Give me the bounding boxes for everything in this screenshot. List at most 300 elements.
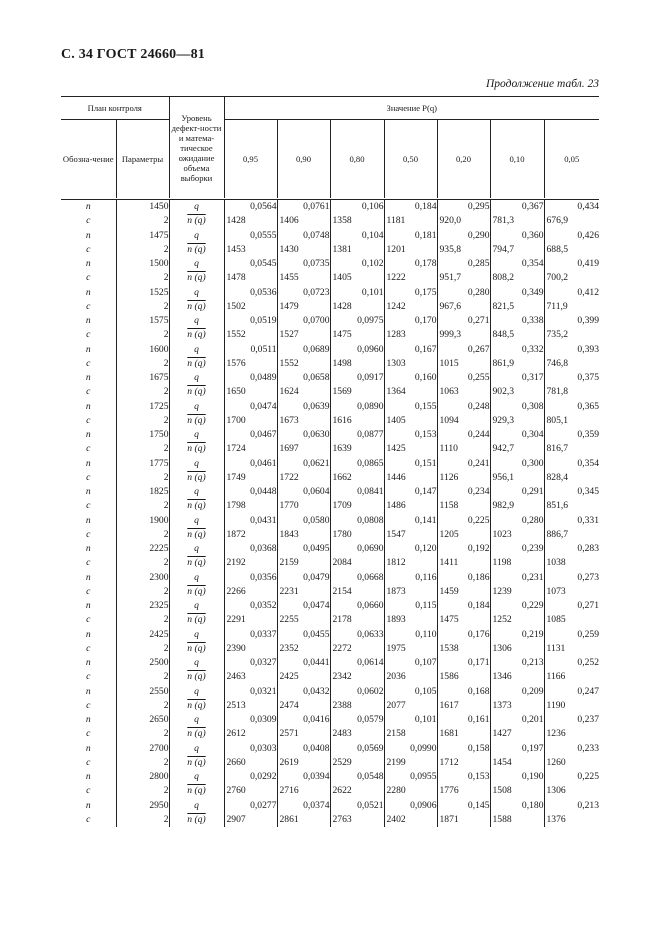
level-cell: n (q) <box>169 613 224 627</box>
value-cell: 0,0489 <box>224 371 277 385</box>
value-cell: 0,255 <box>437 371 490 385</box>
p-column-header: 0,80 <box>330 120 384 199</box>
designation-cell: n <box>61 571 116 585</box>
level-cell: q <box>169 371 224 385</box>
value-cell: 794,7 <box>490 243 544 257</box>
value-cell: 0,101 <box>384 713 437 727</box>
value-cell: 688,5 <box>546 243 569 255</box>
value-cell: 1712 <box>437 756 490 770</box>
table-row <box>61 328 599 342</box>
value-cell: 1158 <box>437 499 490 513</box>
value-cell: 982,9 <box>490 499 544 513</box>
parameter-cell: 2 <box>116 585 169 599</box>
value-cell: 1650 <box>224 385 277 399</box>
value-cell: 2159 <box>277 556 330 570</box>
value-cell: 1498 <box>330 357 384 371</box>
value-cell: 0,317 <box>490 371 544 385</box>
level-cell: q <box>169 685 224 699</box>
value-cell: 1181 <box>384 214 437 228</box>
value-cell: 0,110 <box>384 628 437 642</box>
value-cell: 0,107 <box>384 656 437 670</box>
value-cell: 0,375 <box>577 372 600 383</box>
value-cell: 0,231 <box>490 571 544 585</box>
level-cell: q <box>169 200 224 215</box>
value-cell: 2571 <box>277 727 330 741</box>
value-cell: 0,155 <box>384 400 437 414</box>
designation-cell: c <box>61 499 116 513</box>
level-cell: n (q) <box>169 271 224 285</box>
level-cell: q <box>169 571 224 585</box>
value-cell: 0,190 <box>490 770 544 784</box>
level-cell: q <box>169 770 224 784</box>
value-cell: 0,0639 <box>277 400 330 414</box>
value-cell: 0,367 <box>490 200 544 215</box>
table-row <box>61 514 599 528</box>
table-row <box>61 770 599 784</box>
value-cell: 1617 <box>437 699 490 713</box>
value-cell: 0,167 <box>384 343 437 357</box>
value-cell: 1700 <box>224 414 277 428</box>
value-cell: 2463 <box>224 670 277 684</box>
value-cell: 1405 <box>330 271 384 285</box>
value-cell: 0,184 <box>384 200 437 215</box>
value-cell: 1236 <box>546 728 566 740</box>
level-cell: q <box>169 257 224 271</box>
table-header <box>61 97 599 200</box>
level-cell: q <box>169 713 224 727</box>
designation-cell: c <box>61 784 116 798</box>
value-cell: 0,252 <box>577 657 600 668</box>
value-cell: 1205 <box>437 528 490 542</box>
value-cell: 1508 <box>490 784 544 798</box>
value-cell: 1063 <box>437 385 490 399</box>
designation-cell: n <box>61 485 116 499</box>
value-cell: 1624 <box>277 385 330 399</box>
table-row <box>61 371 599 385</box>
value-cell: 0,0960 <box>330 343 384 357</box>
level-cell: q <box>169 514 224 528</box>
designation-cell: n <box>61 229 116 243</box>
table-row <box>61 542 599 556</box>
value-cell: 1073 <box>546 585 566 597</box>
parameter-cell: 1900 <box>116 514 169 528</box>
level-cell: n (q) <box>169 813 224 827</box>
designation-cell: c <box>61 670 116 684</box>
value-cell: 1547 <box>384 528 437 542</box>
value-cell: 0,0545 <box>224 257 277 271</box>
value-cell: 1724 <box>224 442 277 456</box>
table-row <box>61 300 599 314</box>
parameter-cell: 2 <box>116 813 169 827</box>
designation-cell: c <box>61 328 116 342</box>
table-row <box>61 656 599 670</box>
value-cell: 1190 <box>546 699 566 711</box>
table-row <box>61 599 599 613</box>
value-cell: 0,0602 <box>330 685 384 699</box>
table-row <box>61 713 599 727</box>
value-cell: 0,0975 <box>330 314 384 328</box>
designation-cell: c <box>61 300 116 314</box>
value-cell: 951,7 <box>437 271 490 285</box>
value-cell: 0,181 <box>384 229 437 243</box>
value-cell: 1306 <box>490 642 544 656</box>
value-cell: 1749 <box>224 471 277 485</box>
table-row <box>61 357 599 371</box>
value-cell: 828,4 <box>546 471 569 483</box>
value-cell: 711,9 <box>546 300 568 312</box>
value-cell: 746,8 <box>546 357 569 369</box>
value-cell: 929,3 <box>490 414 544 428</box>
value-cell: 0,0337 <box>224 628 277 642</box>
value-cell: 0,0658 <box>277 371 330 385</box>
level-cell: n (q) <box>169 442 224 456</box>
value-cell: 2622 <box>330 784 384 798</box>
value-cell: 2192 <box>224 556 277 570</box>
value-cell: 0,153 <box>384 428 437 442</box>
value-cell: 2907 <box>224 813 277 827</box>
table-row <box>61 613 599 627</box>
designation-cell: c <box>61 385 116 399</box>
value-cell: 0,271 <box>577 600 600 611</box>
value-cell: 1569 <box>330 385 384 399</box>
designation-cell: n <box>61 457 116 471</box>
table-row <box>61 343 599 357</box>
designation-cell: n <box>61 257 116 271</box>
parameter-cell: 2225 <box>116 542 169 556</box>
value-cell: 1201 <box>384 243 437 257</box>
table-row <box>61 428 599 442</box>
level-cell: n (q) <box>169 699 224 713</box>
value-cell: 2388 <box>330 699 384 713</box>
value-cell: 0,399 <box>577 315 600 326</box>
data-table <box>61 96 599 827</box>
designation-cell: n <box>61 314 116 328</box>
value-cell: 0,0495 <box>277 542 330 556</box>
value-cell: 0,0865 <box>330 457 384 471</box>
value-cell: 2231 <box>277 585 330 599</box>
value-cell: 0,141 <box>384 514 437 528</box>
parameter-cell: 2 <box>116 613 169 627</box>
value-cell: 0,280 <box>490 514 544 528</box>
level-cell: q <box>169 457 224 471</box>
value-cell: 0,0303 <box>224 742 277 756</box>
value-cell: 1871 <box>437 813 490 827</box>
value-cell: 2483 <box>330 727 384 741</box>
parameter-cell: 2 <box>116 300 169 314</box>
designation-cell: c <box>61 357 116 371</box>
value-cell: 1222 <box>384 271 437 285</box>
value-cell: 0,0761 <box>277 200 330 215</box>
value-cell: 1475 <box>437 613 490 627</box>
parameter-cell: 2 <box>116 414 169 428</box>
parameter-cell: 1675 <box>116 371 169 385</box>
value-cell: 2513 <box>224 699 277 713</box>
value-cell: 0,0723 <box>277 286 330 300</box>
parameter-cell: 1575 <box>116 314 169 328</box>
value-cell: 861,9 <box>490 357 544 371</box>
value-cell: 0,0474 <box>277 599 330 613</box>
value-cell: 0,229 <box>490 599 544 613</box>
designation-cell: c <box>61 214 116 228</box>
value-cell: 0,178 <box>384 257 437 271</box>
value-cell: 1085 <box>546 614 566 626</box>
table-row <box>61 243 599 257</box>
level-cell: n (q) <box>169 385 224 399</box>
value-cell: 0,365 <box>577 400 600 412</box>
level-cell: q <box>169 485 224 499</box>
value-cell: 0,0519 <box>224 314 277 328</box>
value-cell: 0,0955 <box>384 770 437 784</box>
p-column-header: 0,20 <box>437 120 490 199</box>
value-cell: 0,225 <box>437 514 490 528</box>
level-cell: n (q) <box>169 642 224 656</box>
value-cell: 2402 <box>384 813 437 827</box>
parameter-cell: 2800 <box>116 770 169 784</box>
table-row <box>61 400 599 414</box>
value-cell: 0,0474 <box>224 400 277 414</box>
value-cell: 1552 <box>277 357 330 371</box>
value-cell: 1455 <box>277 271 330 285</box>
value-cell: 0,104 <box>330 229 384 243</box>
value-cell: 0,213 <box>490 656 544 670</box>
value-cell: 2390 <box>224 642 277 656</box>
p-column-header: 0,50 <box>384 120 437 199</box>
designation-header: Обозна-чение <box>61 120 116 199</box>
value-cell: 1975 <box>384 642 437 656</box>
value-cell: 1697 <box>277 442 330 456</box>
value-cell: 1812 <box>384 556 437 570</box>
value-cell: 1126 <box>437 471 490 485</box>
value-cell: 781,3 <box>490 214 544 228</box>
value-cell: 0,0748 <box>277 229 330 243</box>
parameter-cell: 2425 <box>116 628 169 642</box>
value-cell: 1427 <box>490 727 544 741</box>
designation-cell: c <box>61 613 116 627</box>
value-cell: 0,0689 <box>277 343 330 357</box>
table-row <box>61 499 599 513</box>
value-cell: 0,0394 <box>277 770 330 784</box>
designation-cell: c <box>61 756 116 770</box>
value-cell: 0,158 <box>437 742 490 756</box>
value-cell: 0,180 <box>490 799 544 813</box>
p-column-header: 0,90 <box>277 120 330 199</box>
value-cell: 0,283 <box>577 543 600 554</box>
value-cell: 1454 <box>490 756 544 770</box>
value-cell: 1198 <box>490 556 544 570</box>
table-row <box>61 229 599 243</box>
value-cell: 1239 <box>490 585 544 599</box>
value-cell: 1373 <box>490 699 544 713</box>
value-cell: 1486 <box>384 499 437 513</box>
table-row <box>61 414 599 428</box>
value-cell: 2178 <box>330 613 384 627</box>
value-cell: 2352 <box>277 642 330 656</box>
value-cell: 902,3 <box>490 385 544 399</box>
value-cell: 0,101 <box>330 286 384 300</box>
value-cell: 0,419 <box>577 258 600 269</box>
value-cell: 0,151 <box>384 457 437 471</box>
value-cell: 851,6 <box>546 500 569 512</box>
parameter-cell: 2 <box>116 328 169 342</box>
table-row <box>61 742 599 756</box>
value-cell: 0,0569 <box>330 742 384 756</box>
designation-cell: n <box>61 343 116 357</box>
value-cell: 0,331 <box>577 514 600 526</box>
value-cell: 1430 <box>277 243 330 257</box>
parameter-cell: 2700 <box>116 742 169 756</box>
level-cell: q <box>169 428 224 442</box>
value-cell: 1722 <box>277 471 330 485</box>
value-cell: 2660 <box>224 756 277 770</box>
level-cell: q <box>169 799 224 813</box>
value-cell: 0,338 <box>490 314 544 328</box>
value-cell: 2084 <box>330 556 384 570</box>
parameter-cell: 2 <box>116 357 169 371</box>
value-cell: 0,393 <box>577 343 600 355</box>
level-cell: n (q) <box>169 214 224 228</box>
level-cell: n (q) <box>169 300 224 314</box>
value-cell: 1425 <box>384 442 437 456</box>
value-cell: 0,426 <box>577 229 600 241</box>
level-cell: n (q) <box>169 499 224 513</box>
designation-cell: n <box>61 656 116 670</box>
table-row <box>61 214 599 228</box>
value-cell: 1346 <box>490 670 544 684</box>
level-cell: q <box>169 400 224 414</box>
value-cell: 2266 <box>224 585 277 599</box>
value-cell: 0,160 <box>384 371 437 385</box>
value-cell: 2154 <box>330 585 384 599</box>
value-cell: 808,2 <box>490 271 544 285</box>
value-cell: 0,0356 <box>224 571 277 585</box>
value-cell: 0,0700 <box>277 314 330 328</box>
parameter-cell: 1725 <box>116 400 169 414</box>
value-cell: 0,291 <box>490 485 544 499</box>
table-body <box>61 200 599 828</box>
table-row <box>61 670 599 684</box>
value-cell: 1872 <box>224 528 277 542</box>
value-cell: 1538 <box>437 642 490 656</box>
value-cell: 1459 <box>437 585 490 599</box>
value-cell: 1843 <box>277 528 330 542</box>
parameter-cell: 2 <box>116 271 169 285</box>
parameter-cell: 2 <box>116 499 169 513</box>
parameter-cell: 1600 <box>116 343 169 357</box>
table-row <box>61 556 599 570</box>
value-cell: 1428 <box>330 300 384 314</box>
parameter-cell: 2 <box>116 784 169 798</box>
value-cell: 2077 <box>384 699 437 713</box>
value-cell: 0,0536 <box>224 286 277 300</box>
value-cell: 2612 <box>224 727 277 741</box>
table-row <box>61 457 599 471</box>
value-cell: 0,0455 <box>277 628 330 642</box>
designation-cell: n <box>61 713 116 727</box>
value-cell: 0,259 <box>577 628 600 640</box>
value-cell: 0,0321 <box>224 685 277 699</box>
value-cell: 2342 <box>330 670 384 684</box>
value-cell: 0,153 <box>437 770 490 784</box>
value-cell: 0,349 <box>490 286 544 300</box>
parameter-cell: 1500 <box>116 257 169 271</box>
parameter-cell: 1475 <box>116 229 169 243</box>
value-cell: 0,175 <box>384 286 437 300</box>
level-cell: q <box>169 343 224 357</box>
value-cell: 0,239 <box>490 542 544 556</box>
value-cell: 2158 <box>384 727 437 741</box>
value-cell: 0,192 <box>437 542 490 556</box>
table-row <box>61 571 599 585</box>
value-cell: 2474 <box>277 699 330 713</box>
value-cell: 0,273 <box>577 571 600 583</box>
value-cell: 1428 <box>224 214 277 228</box>
table-row <box>61 385 599 399</box>
designation-cell: c <box>61 699 116 713</box>
level-cell: n (q) <box>169 556 224 570</box>
table-row <box>61 784 599 798</box>
table-row <box>61 813 599 827</box>
table-row <box>61 799 599 813</box>
value-cell: 0,332 <box>490 343 544 357</box>
value-cell: 2716 <box>277 784 330 798</box>
parameter-cell: 2325 <box>116 599 169 613</box>
parameter-cell: 2650 <box>116 713 169 727</box>
value-cell: 2529 <box>330 756 384 770</box>
value-cell: 0,209 <box>490 685 544 699</box>
designation-cell: n <box>61 371 116 385</box>
value-cell: 0,0633 <box>330 628 384 642</box>
value-cell: 0,300 <box>490 457 544 471</box>
value-cell: 0,285 <box>437 257 490 271</box>
level-cell: n (q) <box>169 727 224 741</box>
parameter-cell: 2 <box>116 214 169 228</box>
value-cell: 999,3 <box>437 328 490 342</box>
parameter-cell: 2550 <box>116 685 169 699</box>
table-row <box>61 271 599 285</box>
value-cell: 0,267 <box>437 343 490 357</box>
value-cell: 0,434 <box>577 201 600 212</box>
value-cell: 1662 <box>330 471 384 485</box>
value-cell: 0,0890 <box>330 400 384 414</box>
table-row <box>61 585 599 599</box>
designation-cell: c <box>61 642 116 656</box>
value-cell: 0,0441 <box>277 656 330 670</box>
designation-cell: c <box>61 243 116 257</box>
value-cell: 1479 <box>277 300 330 314</box>
value-cell: 816,7 <box>546 443 569 455</box>
value-cell: 1038 <box>546 557 566 569</box>
value-cell: 0,0448 <box>224 485 277 499</box>
value-cell: 1586 <box>437 670 490 684</box>
table-row <box>61 628 599 642</box>
value-cell: 1709 <box>330 499 384 513</box>
value-cell: 2763 <box>330 813 384 827</box>
value-cell: 1015 <box>437 357 490 371</box>
parameter-cell: 2 <box>116 528 169 542</box>
value-cell: 0,0877 <box>330 428 384 442</box>
value-cell: 1110 <box>437 442 490 456</box>
value-cell: 1260 <box>546 756 566 768</box>
value-cell: 0,0521 <box>330 799 384 813</box>
designation-cell: c <box>61 813 116 827</box>
parameter-cell: 2300 <box>116 571 169 585</box>
value-cell: 0,0660 <box>330 599 384 613</box>
value-cell: 956,1 <box>490 471 544 485</box>
level-cell: q <box>169 286 224 300</box>
value-cell: 1406 <box>277 214 330 228</box>
parameter-cell: 2 <box>116 442 169 456</box>
value-cell: 1776 <box>437 784 490 798</box>
